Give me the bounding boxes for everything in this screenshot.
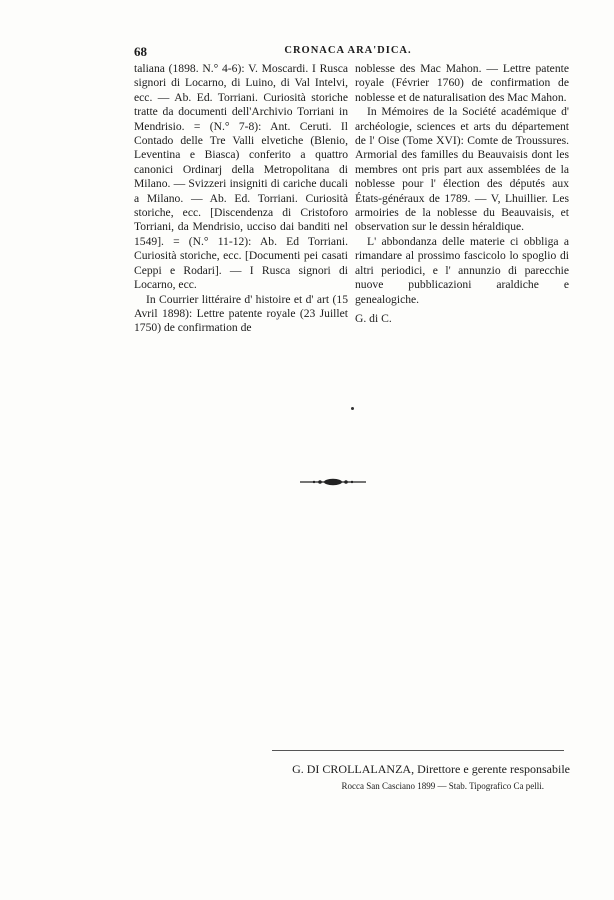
imprint-printer-line: Rocca San Casciano 1899 — Stab. Tipografico Ca pelli. [341,781,544,791]
left-paragraph-1: taliana (1898. N.° 4-6): V. Moscardi. I Rusca signori di Locarno, di Luino, di Val Intelvi, ecc. — Ab. Ed. Torriani. Curiosità storiche tratte da documenti dell'Archivio Torriani in Mendrisio. = (N.° 7-8): Ant. Ceruti. Il Contado delle Tre Valli elvetiche (Blenio, Leventina e Biasca) conferito a quattro canonici Ordinarj della Metropolitana di Milano. — Svizzeri insigniti di cariche ducali a Milano. — Ab. Ed. Torriani. Curiosità storiche, ecc. [Discendenza di Cristoforo Torriani, da Mendrisio, ucciso dai banditi nel 1549]. = (N.° 11-12): Ab. Ed Torriani. Curiosità storiche, ecc. [Documenti pei casati Ceppi e Rodari]. — I Rusca signori di Locarno, ecc. [134,62,348,292]
running-title: CRONACA ARA'DICA. [284,45,412,56]
signature: G. di C. [355,311,392,325]
left-paragraph-2: In Courrier littéraire d' histoire et d' art (15 Avril 1898): Lettre patente royale (23 Juillet 1750) de confirmation de [134,292,348,335]
imprint-editor-line: G. DI CROLLALANZA, Direttore e gerente responsabile [292,762,570,776]
right-paragraph-3: L' abbondanza delle materie ci obbliga a rimandare al prossimo fascicolo lo spoglio di altri periodici, e l' annunzio di parecchie nuove pubblicazioni araldiche e genealogiche. [355,234,569,306]
right-paragraph-2: In Mémoires de la Société académique d' archéologie, sciences et arts du département de l' Oise (Tome XVI): Comte de Troussures. Armorial des familles du Beauvaisis dont les membres ont pris part aux assemblées de la noblesse pour l' élection des députés aux États-généraux de 1789. — V, Lhuillier. Les armoiries de la noblesse du Beauvaisis, et observation sur le dessin héraldique. [355,105,569,234]
page-header [134,44,562,60]
ornament-divider-icon [300,477,366,487]
right-paragraph-1: noblesse des Mac Mahon. — Lettre patente royale (Février 1760) de confirmation de noblesse et de naturalisation des Mac Mahon. [355,62,569,104]
left-column [134,62,348,336]
right-column [355,62,569,326]
imprint-rule [272,750,564,751]
page-number: 68 [134,44,147,59]
stray-dot [351,407,354,410]
